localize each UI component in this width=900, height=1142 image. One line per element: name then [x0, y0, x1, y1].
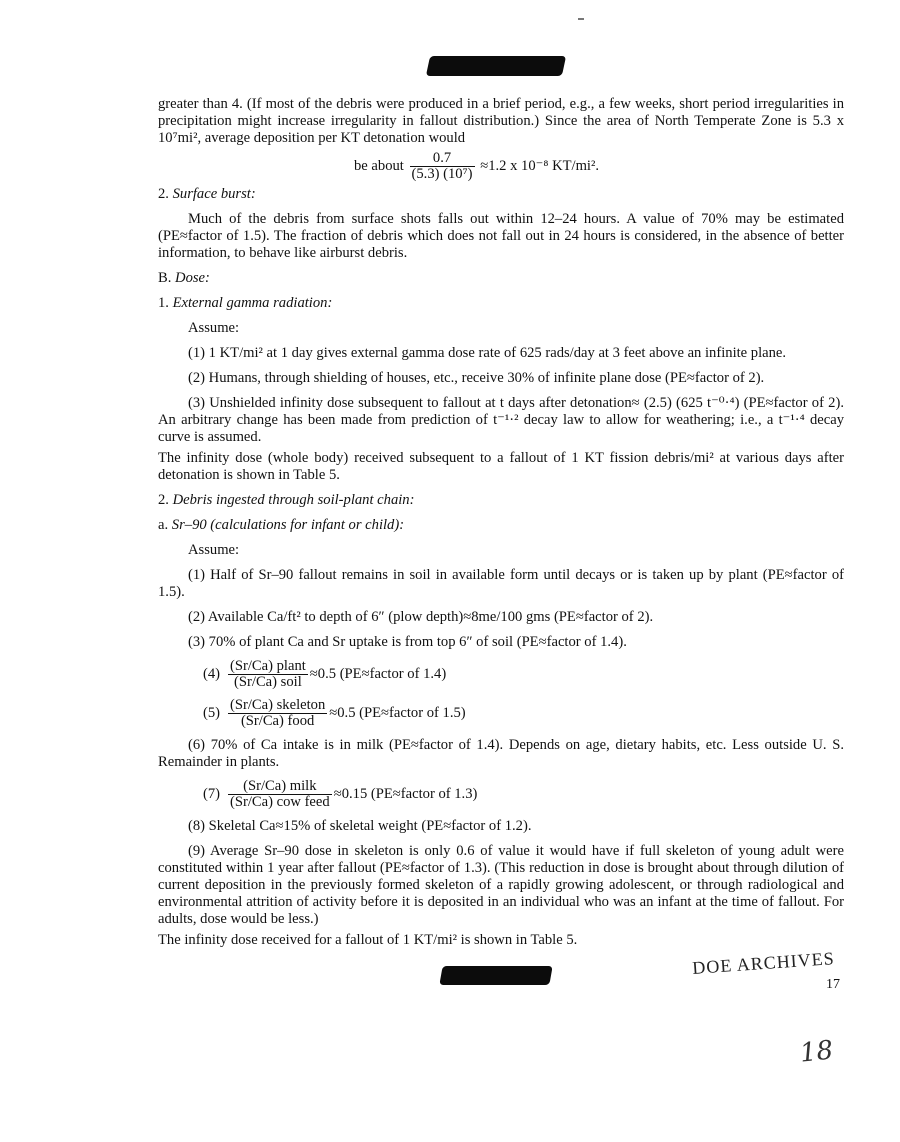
doe-archives-stamp: DOE ARCHIVES	[691, 948, 836, 978]
document-body	[158, 96, 844, 949]
section-letter: B.	[158, 270, 172, 286]
deposition-fraction	[410, 151, 475, 182]
section-title: Surface burst:	[172, 186, 256, 202]
speck-mark	[578, 18, 584, 20]
fraction-denominator: (5.3) (10⁷)	[411, 166, 473, 182]
external-item-1: (1) 1 KT/mi² at 1 day gives external gamma dose rate of 625 rads/day at 3 feet above an infinite plane.	[188, 345, 787, 361]
section-letter: a.	[158, 517, 169, 533]
sr90-item-6: (6) 70% of Ca intake is in milk (PE≈factor of 1.4). Depends on age, dietary habits, etc. Less outside U. S. Remainder in plants.	[158, 737, 844, 770]
intro-paragraph: greater than 4. (If most of the debris were produced in a brief period, e.g., a few weeks, short period irregularities in precipitation might increase irregularity in fallout distribution.) Since the area of North Temperate Zone is 5.3 x 10⁷mi², average deposition per KT detonation would	[158, 96, 844, 146]
equation-result: ≈1.2 x 10⁻⁸ KT/mi².	[480, 157, 600, 174]
sr90-item-4	[158, 659, 844, 690]
fraction-numerator: (Sr/Ca) milk	[228, 779, 332, 795]
sr90-assume: Assume:	[188, 542, 240, 558]
page-number: 17	[826, 977, 840, 992]
section-number: 1.	[158, 295, 169, 311]
ratio-fraction	[228, 659, 308, 690]
fraction-numerator: 0.7	[410, 151, 475, 167]
item-label: (4)	[202, 666, 220, 682]
ratio-value: ≈0.5 (PE≈factor of 1.4)	[309, 666, 447, 682]
sr90-heading	[158, 517, 844, 534]
handwritten-page-number: 18	[798, 1035, 835, 1069]
redaction-bar-top	[426, 56, 566, 76]
ratio-value: ≈0.5 (PE≈factor of 1.5)	[329, 705, 466, 721]
external-summary: The infinity dose (whole body) received subsequent to a fallout of 1 KT fission debris/mi² at various days after detonation is shown in Table 5.	[158, 450, 844, 483]
section-title: Sr–90 (calculations for infant or child):	[171, 517, 405, 533]
ratio-value: ≈0.15 (PE≈factor of 1.3)	[333, 786, 478, 802]
sr90-item-8: (8) Skeletal Ca≈15% of skeletal weight (PE≈factor of 1.2).	[188, 818, 532, 834]
section-title: Debris ingested through soil-plant chain:	[172, 492, 415, 508]
surface-burst-heading	[158, 186, 844, 203]
section-title: External gamma radiation:	[172, 295, 333, 311]
ingested-heading	[158, 492, 844, 509]
dose-heading	[158, 270, 844, 287]
fraction-denominator: (Sr/Ca) cow feed	[230, 794, 330, 810]
sr90-item-1: (1) Half of Sr–90 fallout remains in soil in available form until decays or is taken up by plant (PE≈factor of 1.5).	[158, 567, 844, 600]
fraction-denominator: (Sr/Ca) soil	[234, 674, 302, 690]
external-assume: Assume:	[188, 320, 240, 336]
surface-burst-text: Much of the debris from surface shots falls out within 12–24 hours. A value of 70% may be estimated (PE≈factor of 1.5). The fraction of debris which does not fall out in 24 hours is considered, in the absence of better information, to behave like airburst debris.	[158, 211, 844, 261]
sr90-item-2: (2) Available Ca/ft² to depth of 6″ (plow depth)≈8me/100 gms (PE≈factor of 2).	[188, 609, 654, 625]
item-label: (7)	[202, 786, 220, 802]
external-item-2: (2) Humans, through shielding of houses, etc., receive 30% of infinite plane dose (PE≈factor of 2).	[188, 370, 765, 386]
deposition-equation	[158, 151, 844, 182]
external-gamma-heading	[158, 295, 844, 312]
sr90-item-9: (9) Average Sr–90 dose in skeleton is only 0.6 of value it would have if full skeleton of young adult were constituted within 1 year after fallout (PE≈factor of 1.3). (This reduction in dose is brought about through dilution of current deposition in the previously formed skeleton of a rapidly growing adolescent, or through radiological and environmental attrition of activity before it is deposited in an individual who was an infant at the time of fallout. For adults, dose would be less.)	[158, 843, 844, 927]
ratio-fraction	[228, 698, 327, 729]
sr90-item-7	[158, 779, 844, 810]
section-number: 2.	[158, 186, 169, 202]
redaction-bar-bottom	[439, 966, 552, 985]
equation-prefix: be about	[354, 157, 404, 174]
sr90-item-5	[158, 698, 844, 729]
section-title: Dose:	[175, 270, 210, 286]
fraction-numerator: (Sr/Ca) skeleton	[230, 697, 326, 713]
sr90-summary: The infinity dose received for a fallout of 1 KT/mi² is shown in Table 5.	[158, 932, 578, 948]
sr90-item-3: (3) 70% of plant Ca and Sr uptake is from top 6″ of soil (PE≈factor of 1.4).	[188, 634, 627, 650]
fraction-denominator: (Sr/Ca) food	[240, 713, 315, 729]
fraction-numerator: (Sr/Ca) plant	[230, 658, 306, 674]
item-label: (5)	[202, 705, 220, 721]
section-number: 2.	[158, 492, 169, 508]
external-item-3: (3) Unshielded infinity dose subsequent to fallout at t days after detonation≈ (2.5) (625 t⁻⁰·⁴) (PE≈factor of 2). An arbitrary change has been made from prediction of t⁻¹·² decay law to allow for weathering; i.e., a t⁻¹·⁴ decay curve is assumed.	[158, 395, 844, 445]
ratio-fraction	[228, 779, 332, 810]
